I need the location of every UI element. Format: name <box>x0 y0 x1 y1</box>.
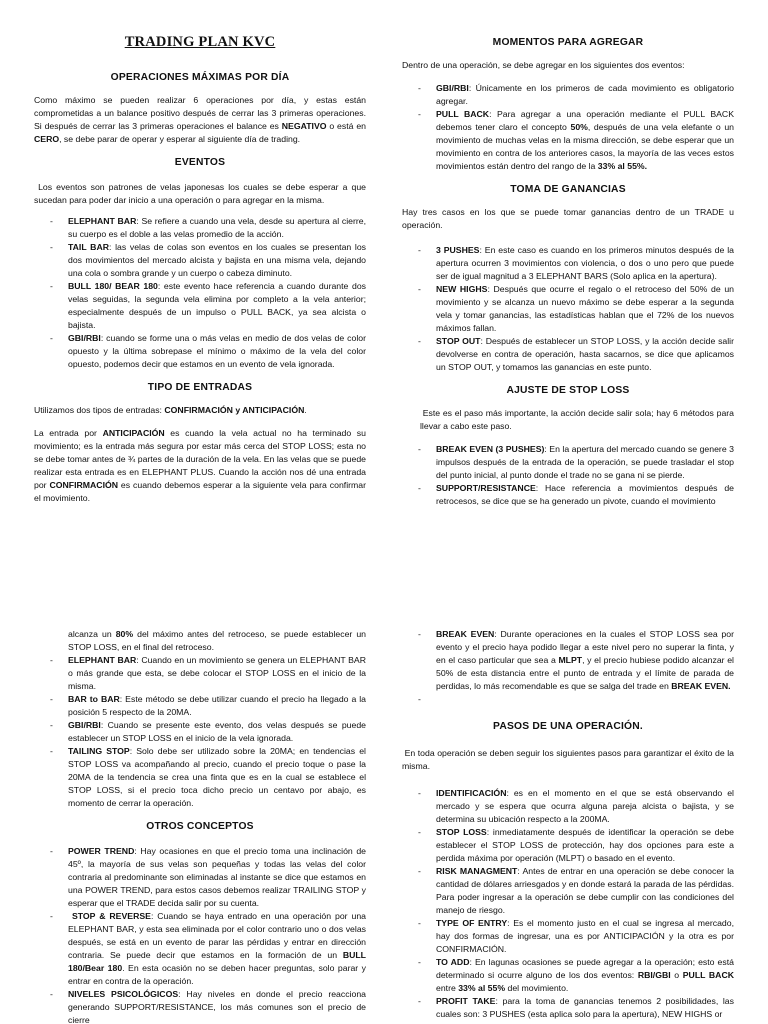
heading-momentos-agregar: MOMENTOS PARA AGREGAR <box>492 37 644 48</box>
page-bottom <box>0 512 768 1024</box>
heading-pasos-operacion: PASOS DE UNA OPERACIÓN. <box>493 721 643 732</box>
list-pasos <box>402 787 734 1021</box>
paragraph-eventos-intro: Los eventos son patrones de velas japonesas los cuales se debe esperar a que sucedan para poder dar inicio a una operación o para agregar en la misma. <box>34 182 366 205</box>
list-item-stop-gbi-rbi: - GBI/RBI: Cuando se presente este evento, dos velas después se puede establecer un STOP LOSS en el inicio de la vela ignorada. <box>34 719 366 745</box>
list-item-new-highs: - NEW HIGHS: Después que ocurre el regalo o el retroceso del 50% de un movimiento y se alcanza un nuevo máximo se debe esperar a la segunda vela y tomar ganancias, las estadísticas hablan que el 72% de los nuevos máximos fallan. <box>402 283 734 335</box>
list-stop-loss-continued <box>34 628 366 810</box>
paragraph-stop-intro: Este es el paso más importante, la acción decide salir sola; hay 6 métodos para llevar a cabo este paso. <box>420 408 734 431</box>
list-stop-loss <box>402 443 734 508</box>
list-item-break-even: - BREAK EVEN: Durante operaciones en la cuales el STOP LOSS sea por evento y el precio haya podido llegar a este nivel pero no superar la finta, y en el caso particular que sea a MLPT, y el precio hubiese podido alcanzar el 50% de esta distancia entre el punto de entrada y el límite de parada de perdidas, lo más recomendable es que se salga del trade en BREAK EVEN. <box>402 628 734 693</box>
paragraph-anticipacion: La entrada por ANTICIPACIÓN es cuando la vela actual no ha terminado su movimiento; es la entrada más segura por estar más cerca del STOP LOSS; esta no se debe tomar antes de ¾ partes de la duración de la vela. En las velas que se puede realizar esta entrada es en ELEPHANT PLUS. Cuando la acción nos dé una entrada por CONFIRMACIÓN es cuando debemos esperar a la siguiente vela para confirmar el movimiento. <box>34 428 366 503</box>
list-item-bar-to-bar: - BAR to BAR: Este método se debe utilizar cuando el precio ha llegado a la posición 5 respecto de la 20MA. <box>34 693 366 719</box>
list-break-even <box>402 628 734 706</box>
list-item-3-pushes: - 3 PUSHES: En este caso es cuando en los primeros minutos después de la apertura ocurren 3 movimientos con violencia, o dos o uno pero que puede ser de igual magnitud a 3 ELEPHANT BARS (Solo aplica en la apertura). <box>402 244 734 283</box>
page1-right-column <box>402 0 734 512</box>
paragraph-operaciones-maximas: Como máximo se pueden realizar 6 operaciones por día, y estas están comprometidas a un balance positivo después de cerrar las 3 primeras operaciones. Si después de cerrar las 3 primeras operaciones el balance es NEGATIVO o está en CERO, se debe parar de operar y esperar al siguiente día de trading. <box>34 95 366 144</box>
list-item-empty <box>402 693 734 706</box>
list-item-support-resistance: - SUPPORT/RESISTANCE: Hace referencia a movimientos después de retrocesos, se dice que se ha generado un pivote, cuando el movimiento <box>402 482 734 508</box>
list-agregar <box>402 82 734 173</box>
list-item-to-add: - TO ADD: En lagunas ocasiones se puede agregar a la operación; esto está determinado si ocurre alguno de los dos eventos: RBI/GBI o PULL BACK entre 33% al 55% del movimiento. <box>402 956 734 995</box>
list-item-gbi-rbi: - GBI/RBI: cuando se forme una o más velas en medio de dos velas de color opuesto y la última sobrepase el mínimo o máximo de la vela del color opuesto, podemos decir que estamos en un evento de vela ignorada. <box>34 332 366 371</box>
list-item-support-resistance-continued: alcanza un 80% del máximo antes del retroceso, se puede establecer un STOP LOSS, en el final del retroceso. <box>68 629 366 652</box>
list-item-tail-bar: - TAIL BAR: las velas de colas son eventos en los cuales se presentan los dos movimientos del mercado alcista y bajista en una misma vela, dejando una cola o sombra grande y un cuerpo o cabeza diminuto. <box>34 241 366 280</box>
list-item-power-trend: - POWER TREND: Hay ocasiones en que el precio toma una inclinación de 45º, la mayoría de sus velas son pequeñas y todas las velas del color contraria al predominante son eliminadas al instante se dice que estamos en una POWER TREND, para estos casos debemos realizar TRAILING STOP y esperar que el TRADE decida salir por su cuenta. <box>34 845 366 910</box>
heading-ajuste-stop-loss: AJUSTE DE STOP LOSS <box>506 385 630 396</box>
paragraph-tipos-entradas: Utilizamos dos tipos de entradas: CONFIRMACIÓN y ANTICIPACIÓN. <box>34 405 307 415</box>
list-item-agregar-gbi-rbi: - GBI/RBI: Únicamente en los primeros de cada movimiento es obligatorio agregar. <box>402 82 734 108</box>
paragraph-agregar-intro: Dentro de una operación, se debe agregar en los siguientes dos eventos: <box>402 60 685 70</box>
document-title: TRADING PLAN KVC <box>124 34 276 50</box>
list-item-stop-out: - STOP OUT: Después de establecer un STOP LOSS, y la acción decide salir devolverse en contra de operación, hasta sacarnos, se dice que aplicamos un STOP OUT, y tomamos las ganancias en este punto. <box>402 335 734 374</box>
list-item-type-of-entry: - TYPE OF ENTRY: Es el momento justo en el cual se ingresa al mercado, hay dos formas de ingresar, una es por ANTICIPACIÓN y la otra es por CONFIRMACIÓN. <box>402 917 734 956</box>
list-item-paso-stop-loss: - STOP LOSS: inmediatamente después de identificar la operación se debe establecer el STOP LOSS de protección, hay dos opciones para este a perdida máxima por operación (MLPT) o basado en el evento. <box>402 826 734 865</box>
list-otros-conceptos <box>34 845 366 1024</box>
heading-eventos: EVENTOS <box>174 157 226 168</box>
page2-left-column <box>34 512 366 1024</box>
heading-otros-conceptos: OTROS CONCEPTOS <box>146 821 254 832</box>
list-item-identificacion: - IDENTIFICACIÓN: es en el momento en el que se está observando el mercado y se espera que ocurra alguna pareja alcista o bajista, y se determina su ubicación respecto a la 200MA. <box>402 787 734 826</box>
list-item-break-even-3-pushes: - BREAK EVEN (3 PUSHES): En la apertura del mercado cuando se genere 3 impulsos después de la entrada de la operación, se puede trasladar el stop del punto inicial, al punto donde el trade no se gana ni se pierde. <box>402 443 734 482</box>
list-item-profit-take: - PROFIT TAKE: para la toma de ganancias tenemos 2 posibilidades, las cuales son: 3 PUSHES (esta aplica solo para la apertura), NEW HIGHS or <box>402 995 734 1021</box>
list-item-agregar-pull-back: - PULL BACK: Para agregar a una operación mediante el PULL BACK debemos tener claro el concepto 50%, después de una vela elefante o un movimiento de muchas velas en la misma dirección, se debe esperar que un movimiento en contra de los anteriores casos, la mayoría de las veces estos movimientos están dentro del rango de la 33% al 55%. <box>402 108 734 173</box>
list-item-niveles-psicologicos: - NIVELES PSICOLÓGICOS: Hay niveles en donde el precio reacciona generando SUPPORT/RESISTANCE, los más comunes son el precio de cierre <box>34 988 366 1024</box>
page2-right-column <box>402 512 734 1024</box>
list-ganancias <box>402 244 734 374</box>
heading-tipo-entradas: TIPO DE ENTRADAS <box>147 382 253 393</box>
list-item-stop-elephant-bar: - ELEPHANT BAR: Cuando en un movimiento se genera un ELEPHANT BAR o más grande que esta, se debe colocar el STOP LOSS en el inicio de la misma. <box>34 654 366 693</box>
paragraph-pasos-intro: En toda operación se deben seguir los siguientes pasos para garantizar el éxito de la misma. <box>402 748 734 771</box>
list-eventos <box>34 215 366 371</box>
list-item-bull-bear-180: - BULL 180/ BEAR 180: este evento hace referencia a cuando durante dos velas seguidas, la segunda vela elimina por completo a la vela anterior; especialmente después de un impulso o PULL BACK, ya sea alcista o bajista. <box>34 280 366 332</box>
heading-toma-ganancias: TOMA DE GANANCIAS <box>510 184 626 195</box>
list-item-tailing-stop: - TAILING STOP: Solo debe ser utilizado sobre la 20MA; en tendencias el STOP LOSS va acompañando al precio, cuando el precio toque o pase la 20MA de la tendencia se crea una finta que es en la cual se establece el STOP LOSS, si el precio toca dicho precio un centavo por abajo, es momento de cerrar la operación. <box>34 745 366 810</box>
list-item-stop-reverse: - STOP & REVERSE: Cuando se haya entrado en una operación por una ELEPHANT BAR, y esta sea eliminada por el color contrario uno o dos velas después, se está en un evento de parar las pérdidas y entrar en dirección contraria. Se puede decir que estamos en la formación de un BULL 180/Bear 180. En esta ocasión no se deben hacer preguntas, solo parar y entrar en contra de la operación. <box>34 910 366 988</box>
list-item-elephant-bar: - ELEPHANT BAR: Se refiere a cuando una vela, desde su apertura al cierre, su cuerpo es el doble a las velas promedio de la acción. <box>34 215 366 241</box>
heading-operaciones-maximas: OPERACIONES MÁXIMAS POR DÍA <box>110 72 290 83</box>
page1-left-column <box>34 0 366 512</box>
list-item-risk-managment: - RISK MANAGMENT: Antes de entrar en una operación se debe conocer la cantidad de dólares arriesgados y en donde estará la parada de las pérdidas. Para poder ingresar a la operación se debe cumplir con las condiciones del manejo de riesgo. <box>402 865 734 917</box>
paragraph-ganancias-intro: Hay tres casos en los que se puede tomar ganancias dentro de un TRADE u operación. <box>402 207 734 230</box>
